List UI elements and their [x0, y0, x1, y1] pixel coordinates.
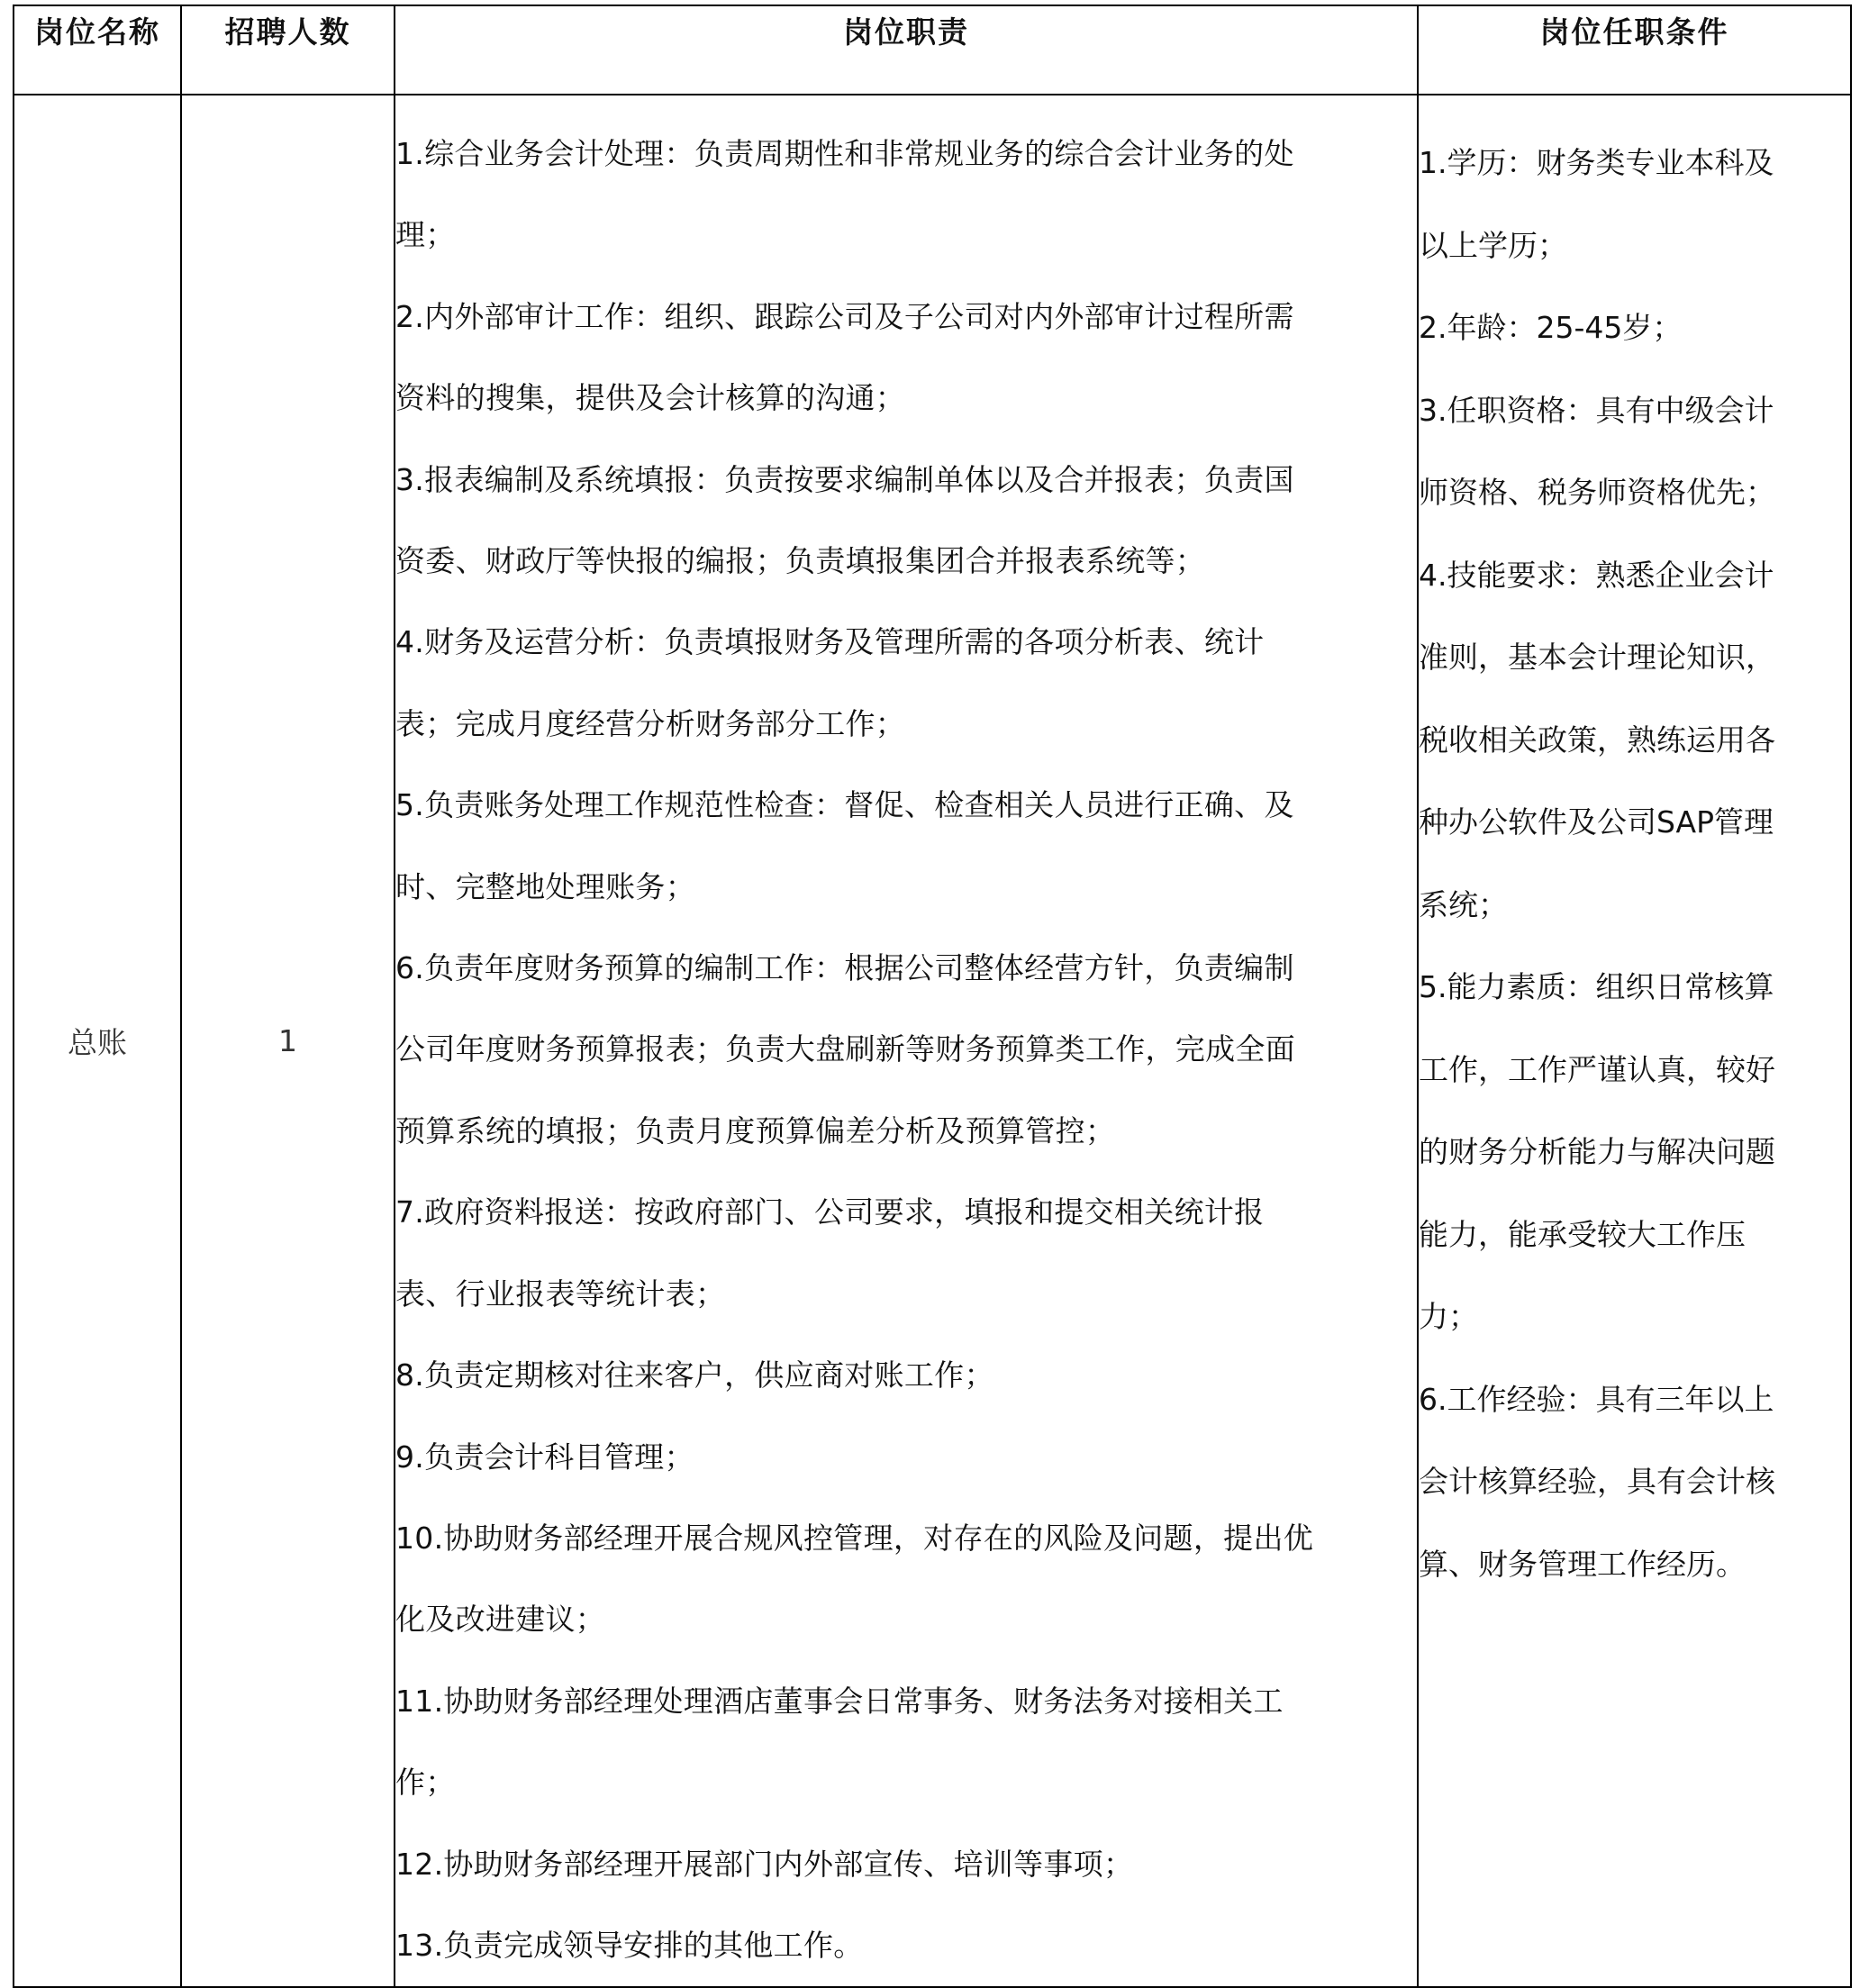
requirements-cell [1418, 95, 1851, 1987]
requirement-line: 以上学历； [1419, 227, 1567, 263]
duty-line: 表、行业报表等统计表； [395, 1275, 726, 1312]
duty-line: 预算系统的填报；负责月度预算偏差分析及预算管控； [395, 1112, 1116, 1148]
duty-line: 10.协助财务部经理开展合规风控管理，对存在的风险及问题，提出优 [395, 1520, 1314, 1556]
duty-line: 4.财务及运营分析：负责填报财务及管理所需的各项分析表、统计 [395, 624, 1265, 660]
requirement-line: 4.技能要求：熟悉企业会计 [1419, 557, 1774, 593]
requirement-line: 工作，工作严谨认真，较好 [1419, 1051, 1775, 1087]
requirement-line: 力； [1419, 1299, 1478, 1334]
requirement-line: 准则，基本会计理论知识， [1419, 640, 1775, 675]
duty-line: 12.协助财务部经理开展部门内外部宣传、培训等事项； [395, 1846, 1134, 1882]
duty-line: 6.负责年度财务预算的编制工作：根据公司整体经营方针，负责编制 [395, 950, 1294, 986]
requirement-line: 6.工作经验：具有三年以上 [1419, 1381, 1774, 1417]
header-position-name: 岗位名称 [14, 5, 181, 95]
duty-line: 理； [395, 217, 456, 253]
header-duties: 岗位职责 [395, 5, 1418, 95]
requirement-line: 2.年龄：25-45岁； [1419, 310, 1683, 345]
headcount-cell: 1 [181, 95, 395, 1987]
header-row [14, 5, 1851, 95]
duty-line: 3.报表编制及系统填报：负责按要求编制单体以及合并报表；负责国 [395, 461, 1294, 497]
header-requirements: 岗位任职条件 [1418, 5, 1851, 95]
position-row [14, 95, 1851, 1987]
requirement-line: 5.能力素质：组织日常核算 [1419, 969, 1774, 1004]
duty-line: 9.负责会计科目管理； [395, 1439, 694, 1475]
duty-line: 公司年度财务预算报表；负责大盘刷新等财务预算类工作，完成全面 [395, 1031, 1295, 1067]
duties-cell [395, 95, 1418, 1987]
duty-line: 资委、财政厅等快报的编报；负责填报集团合并报表系统等； [395, 543, 1206, 579]
requirement-line: 算、财务管理工作经历。 [1419, 1546, 1746, 1582]
requirement-line: 1.学历：财务类专业本科及 [1419, 145, 1774, 180]
header-headcount: 招聘人数 [181, 5, 395, 95]
duty-line: 5.负责账务处理工作规范性检查：督促、检查相关人员进行正确、及 [395, 787, 1294, 823]
duty-line: 13.负责完成领导安排的其他工作。 [395, 1927, 864, 1963]
requirement-line: 系统； [1419, 886, 1508, 922]
duty-line: 2.内外部审计工作：组织、跟踪公司及子公司对内外部审计过程所需 [395, 298, 1294, 334]
job-posting-table [13, 5, 1852, 1988]
requirement-line: 税收相关政策，熟练运用各 [1419, 722, 1775, 758]
duty-line: 资料的搜集，提供及会计核算的沟通； [395, 380, 906, 416]
requirement-line: 种办公软件及公司SAP管理 [1419, 804, 1774, 840]
duty-line: 时、完整地处理账务； [395, 868, 695, 904]
duty-line: 8.负责定期核对往来客户，供应商对账工作； [395, 1357, 994, 1393]
requirement-line: 师资格、税务师资格优先； [1419, 475, 1775, 510]
position-name-cell: 总账 [14, 95, 181, 1987]
duty-line: 1.综合业务会计处理：负责周期性和非常规业务的综合会计业务的处 [395, 136, 1294, 171]
duty-line: 化及改进建议； [395, 1602, 606, 1638]
duty-line: 11.协助财务部经理处理酒店董事会日常事务、财务法务对接相关工 [395, 1683, 1284, 1719]
requirement-line: 3.任职资格：具有中级会计 [1419, 392, 1774, 428]
requirement-line: 会计核算经验，具有会计核 [1419, 1464, 1775, 1499]
duty-line: 作； [395, 1765, 456, 1801]
duty-line: 7.政府资料报送：按政府部门、公司要求，填报和提交相关统计报 [395, 1194, 1265, 1230]
requirement-line: 的财务分析能力与解决问题 [1419, 1134, 1775, 1169]
requirement-line: 能力，能承受较大工作压 [1419, 1216, 1746, 1252]
duty-line: 表；完成月度经营分析财务部分工作； [395, 705, 906, 741]
